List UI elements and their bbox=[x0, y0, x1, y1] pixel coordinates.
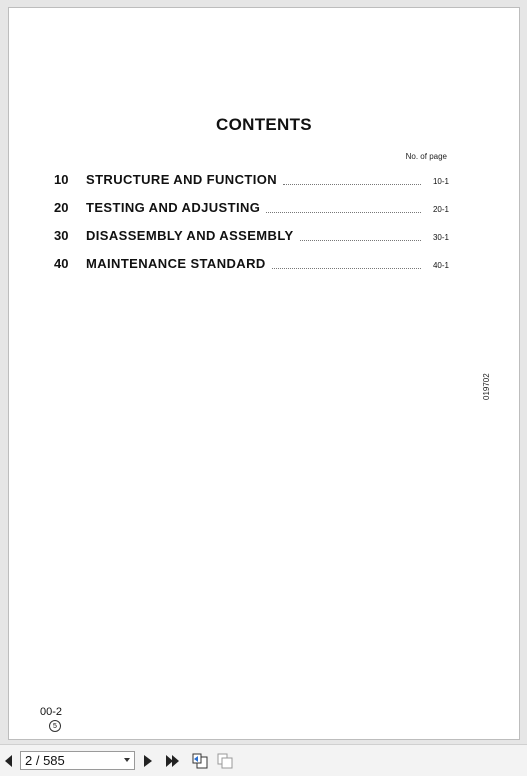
page-indicator: 2 / 585 bbox=[25, 753, 65, 768]
toc-leader-dots bbox=[266, 203, 421, 213]
page-column-label: No. of page bbox=[405, 152, 447, 161]
page-title: CONTENTS bbox=[216, 115, 312, 134]
toc-entry-title: MAINTENANCE STANDARD bbox=[86, 256, 266, 271]
skip-to-end-icon bbox=[166, 755, 180, 767]
copy-page-button[interactable] bbox=[191, 752, 209, 770]
toc-entry bbox=[54, 172, 449, 188]
document-side-code: 019702 bbox=[482, 373, 491, 400]
toc-entry-title: DISASSEMBLY AND ASSEMBLY bbox=[86, 228, 294, 243]
toc-entry-title: TESTING AND ADJUSTING bbox=[86, 200, 261, 215]
previous-page-button[interactable] bbox=[3, 752, 15, 770]
footer-page-number: 00-2 bbox=[40, 706, 63, 718]
triangle-right-icon bbox=[144, 755, 152, 767]
toc-entry-title: STRUCTURE AND FUNCTION bbox=[86, 172, 278, 187]
page-number-select[interactable] bbox=[20, 751, 135, 770]
fit-page-icon bbox=[217, 753, 233, 769]
toc-entry-page: 30-1 bbox=[432, 233, 449, 242]
toc-leader-dots bbox=[283, 175, 421, 185]
toc-entry-number: 10 bbox=[54, 172, 69, 187]
chevron-down-icon bbox=[124, 758, 130, 762]
footer-revision-mark: 5 bbox=[49, 720, 61, 732]
toc-entry-page: 40-1 bbox=[432, 261, 449, 270]
toc-entry-page: 10-1 bbox=[432, 177, 449, 186]
document-page bbox=[8, 7, 520, 740]
next-page-button[interactable] bbox=[142, 752, 154, 770]
toc-entry bbox=[54, 200, 449, 216]
triangle-left-icon bbox=[5, 755, 13, 767]
fit-page-button[interactable] bbox=[216, 752, 234, 770]
toc-entry-page: 20-1 bbox=[432, 205, 449, 214]
toc-leader-dots bbox=[300, 231, 421, 241]
toc-entry bbox=[54, 228, 449, 244]
copy-page-icon bbox=[192, 753, 208, 769]
toc-leader-dots bbox=[272, 259, 421, 269]
toc-entry bbox=[54, 256, 449, 272]
last-page-button[interactable] bbox=[165, 752, 181, 770]
toc-entry-number: 40 bbox=[54, 256, 69, 271]
toc-entry-number: 30 bbox=[54, 228, 69, 243]
viewer-toolbar bbox=[0, 744, 527, 776]
toc-entry-number: 20 bbox=[54, 200, 69, 215]
